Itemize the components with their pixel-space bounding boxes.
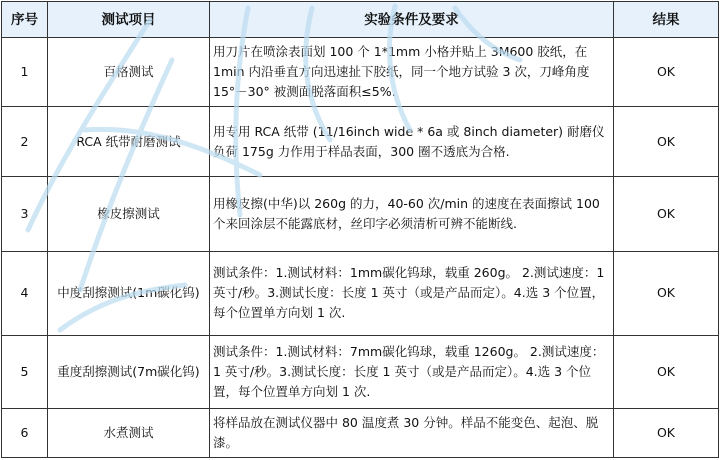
row-result: OK: [614, 176, 719, 251]
table-header-row: [2, 2, 719, 38]
row-test-item: RCA 纸带耐磨测试: [48, 107, 210, 176]
table-row: [2, 251, 719, 335]
row-condition: 将样品放在测试仪器中 80 温度煮 30 分钟。样品不能变色、起泡、脱漆。: [210, 408, 614, 458]
row-result: OK: [614, 251, 719, 335]
row-index: 3: [2, 176, 48, 251]
row-condition: 用刀片在喷涂表面划 100 个 1*1mm 小格并贴上 3M600 胶纸，在 1min 内沿垂直方向迅速扯下胶纸，同一个地方试验 3 次，刀峰角度 15°－30° 被测面脱落面积≤5%.: [210, 38, 614, 107]
row-condition: 测试条件：1.测试材料：1mm碳化钨球，载重 260g。 2.测试速度：1 英寸/秒。3.测试长度：长度 1 英寸（或是产品而定）。4.选 3 个位置，每个位置单方向划 1 次.: [210, 251, 614, 335]
row-index: 4: [2, 251, 48, 335]
test-spec-table: [1, 1, 719, 458]
table-row: [2, 176, 719, 251]
row-result: OK: [614, 107, 719, 176]
header-index: 序号: [2, 2, 48, 38]
row-index: 2: [2, 107, 48, 176]
row-condition: 用橡皮擦(中华)以 260g 的力，40-60 次/min 的速度在表面擦试 100 个来回涂层不能露底材，丝印字必须清析可辨不能断线.: [210, 176, 614, 251]
table-row: [2, 408, 719, 458]
row-index: 1: [2, 38, 48, 107]
row-test-item: 百格测试: [48, 38, 210, 107]
header-test-item: 测试项目: [48, 2, 210, 38]
row-test-item: 橡皮擦测试: [48, 176, 210, 251]
row-result: OK: [614, 408, 719, 458]
row-condition: 用专用 RCA 纸带 (11/16inch wide * 6a 或 8inch diameter) 耐磨仪负荷 175g 力作用于样品表面，300 圈不透底为合格.: [210, 107, 614, 176]
row-test-item: 重度刮擦测试(7m碳化钨): [48, 335, 210, 408]
row-result: OK: [614, 38, 719, 107]
row-result: OK: [614, 335, 719, 408]
row-test-item: 中度刮擦测试(1m碳化钨): [48, 251, 210, 335]
row-test-item: 水煮测试: [48, 408, 210, 458]
table-row: [2, 107, 719, 176]
header-condition: 实验条件及要求: [210, 2, 614, 38]
row-index: 5: [2, 335, 48, 408]
header-result: 结果: [614, 2, 719, 38]
row-index: 6: [2, 408, 48, 458]
table-row: [2, 335, 719, 408]
row-condition: 测试条件：1.测试材料：7mm碳化钨球，载重 1260g。 2.测试速度：1 英寸/秒。3.测试长度：长度 1 英寸（或是产品而定）。4.选 3 个位置，每个位置单方向划 1 次.: [210, 335, 614, 408]
table-row: [2, 38, 719, 107]
